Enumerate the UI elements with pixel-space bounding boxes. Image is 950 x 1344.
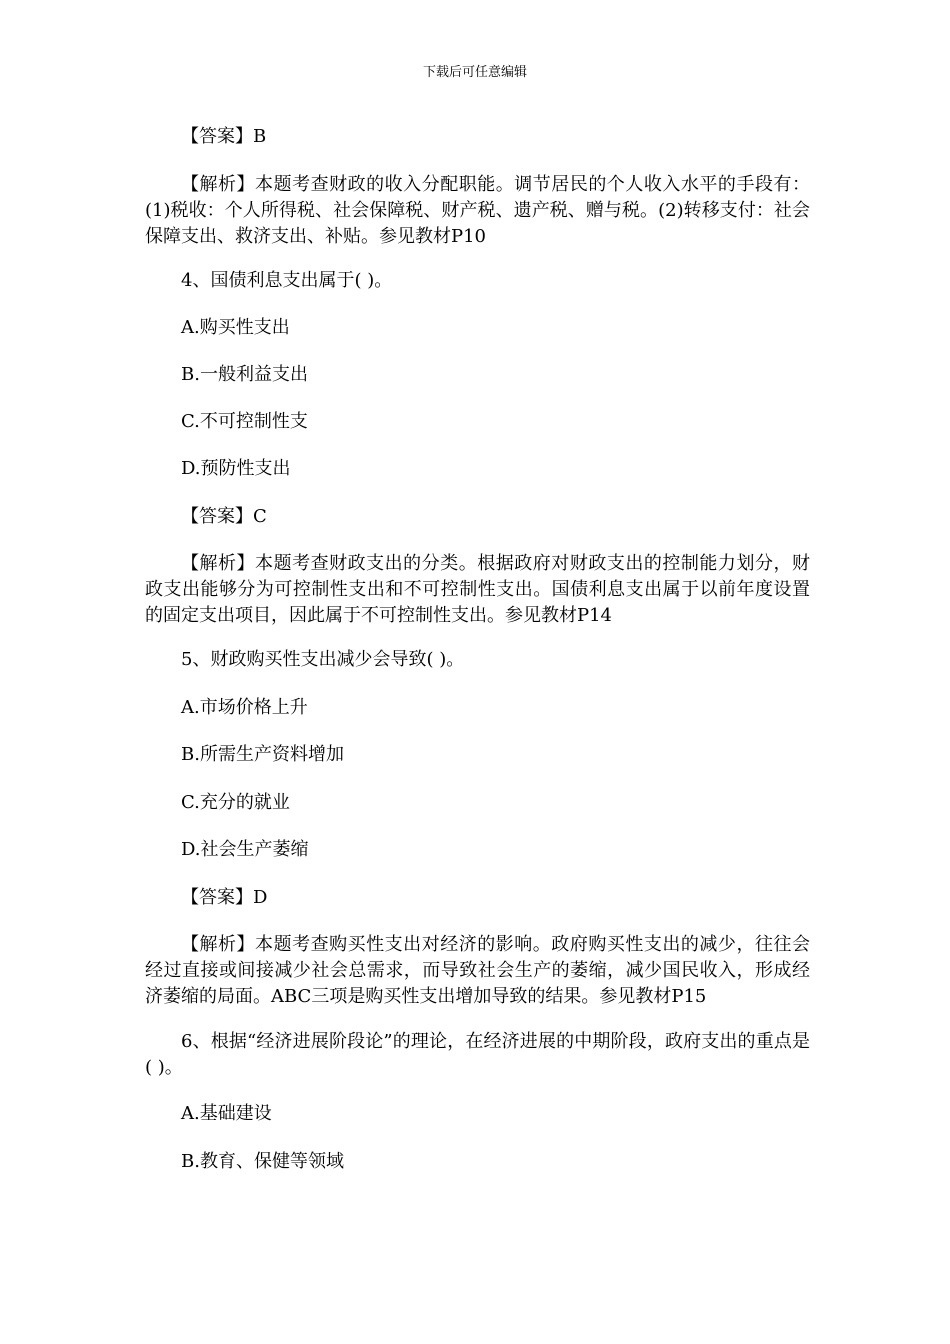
q6-option-a: A.基础建设	[181, 1103, 272, 1124]
page-header-note: 下载后可任意编辑	[422, 65, 527, 80]
q3-analysis: 【解析】本题考查财政的收入分配职能。调节居民的个人收入水平的手段有：(1)税收：个人所得税、社会保障税、财产税、遗产税、赠与税。(2)转移支付：社会保障支出、救济支出、补贴。参见教材P10	[145, 174, 810, 247]
q5-question: 5、财政购买性支出减少会导致( )。	[181, 649, 465, 670]
q4-option-d: D.预防性支出	[181, 458, 291, 479]
q4-analysis: 【解析】本题考查财政支出的分类。根据政府对财政支出的控制能力划分，财政支出能够分为可控制性支出和不可控制性支出。国债利息支出属于以前年度设置的固定支出项目，因此属于不可控制性支出。参见教材P14	[145, 553, 810, 626]
q5-option-c: C.充分的就业	[181, 792, 290, 813]
q4-question: 4、国债利息支出属于( )。	[181, 270, 393, 291]
q6-question: 6、根据“经济进展阶段论”的理论，在经济进展的中期阶段，政府支出的重点是( )。	[145, 1031, 810, 1078]
q3-answer: 【答案】B	[181, 126, 267, 147]
q5-answer: 【答案】D	[181, 887, 268, 908]
q5-option-d: D.社会生产萎缩	[181, 839, 309, 860]
q5-option-b: B.所需生产资料增加	[181, 744, 344, 765]
q6-option-b: B.教育、保健等领域	[181, 1151, 344, 1172]
q5-option-a: A.市场价格上升	[181, 697, 308, 718]
q5-analysis: 【解析】本题考查购买性支出对经济的影响。政府购买性支出的减少，往往会经过直接或间接减少社会总需求，而导致社会生产的萎缩，减少国民收入，形成经济萎缩的局面。ABC三项是购买性支出增加导致的结果。参见教材P15	[145, 934, 810, 1007]
q4-option-c: C.不可控制性支	[181, 411, 308, 432]
q4-option-b: B.一般利益支出	[181, 364, 308, 385]
q4-answer: 【答案】C	[181, 506, 267, 527]
q4-option-a: A.购买性支出	[181, 317, 290, 338]
